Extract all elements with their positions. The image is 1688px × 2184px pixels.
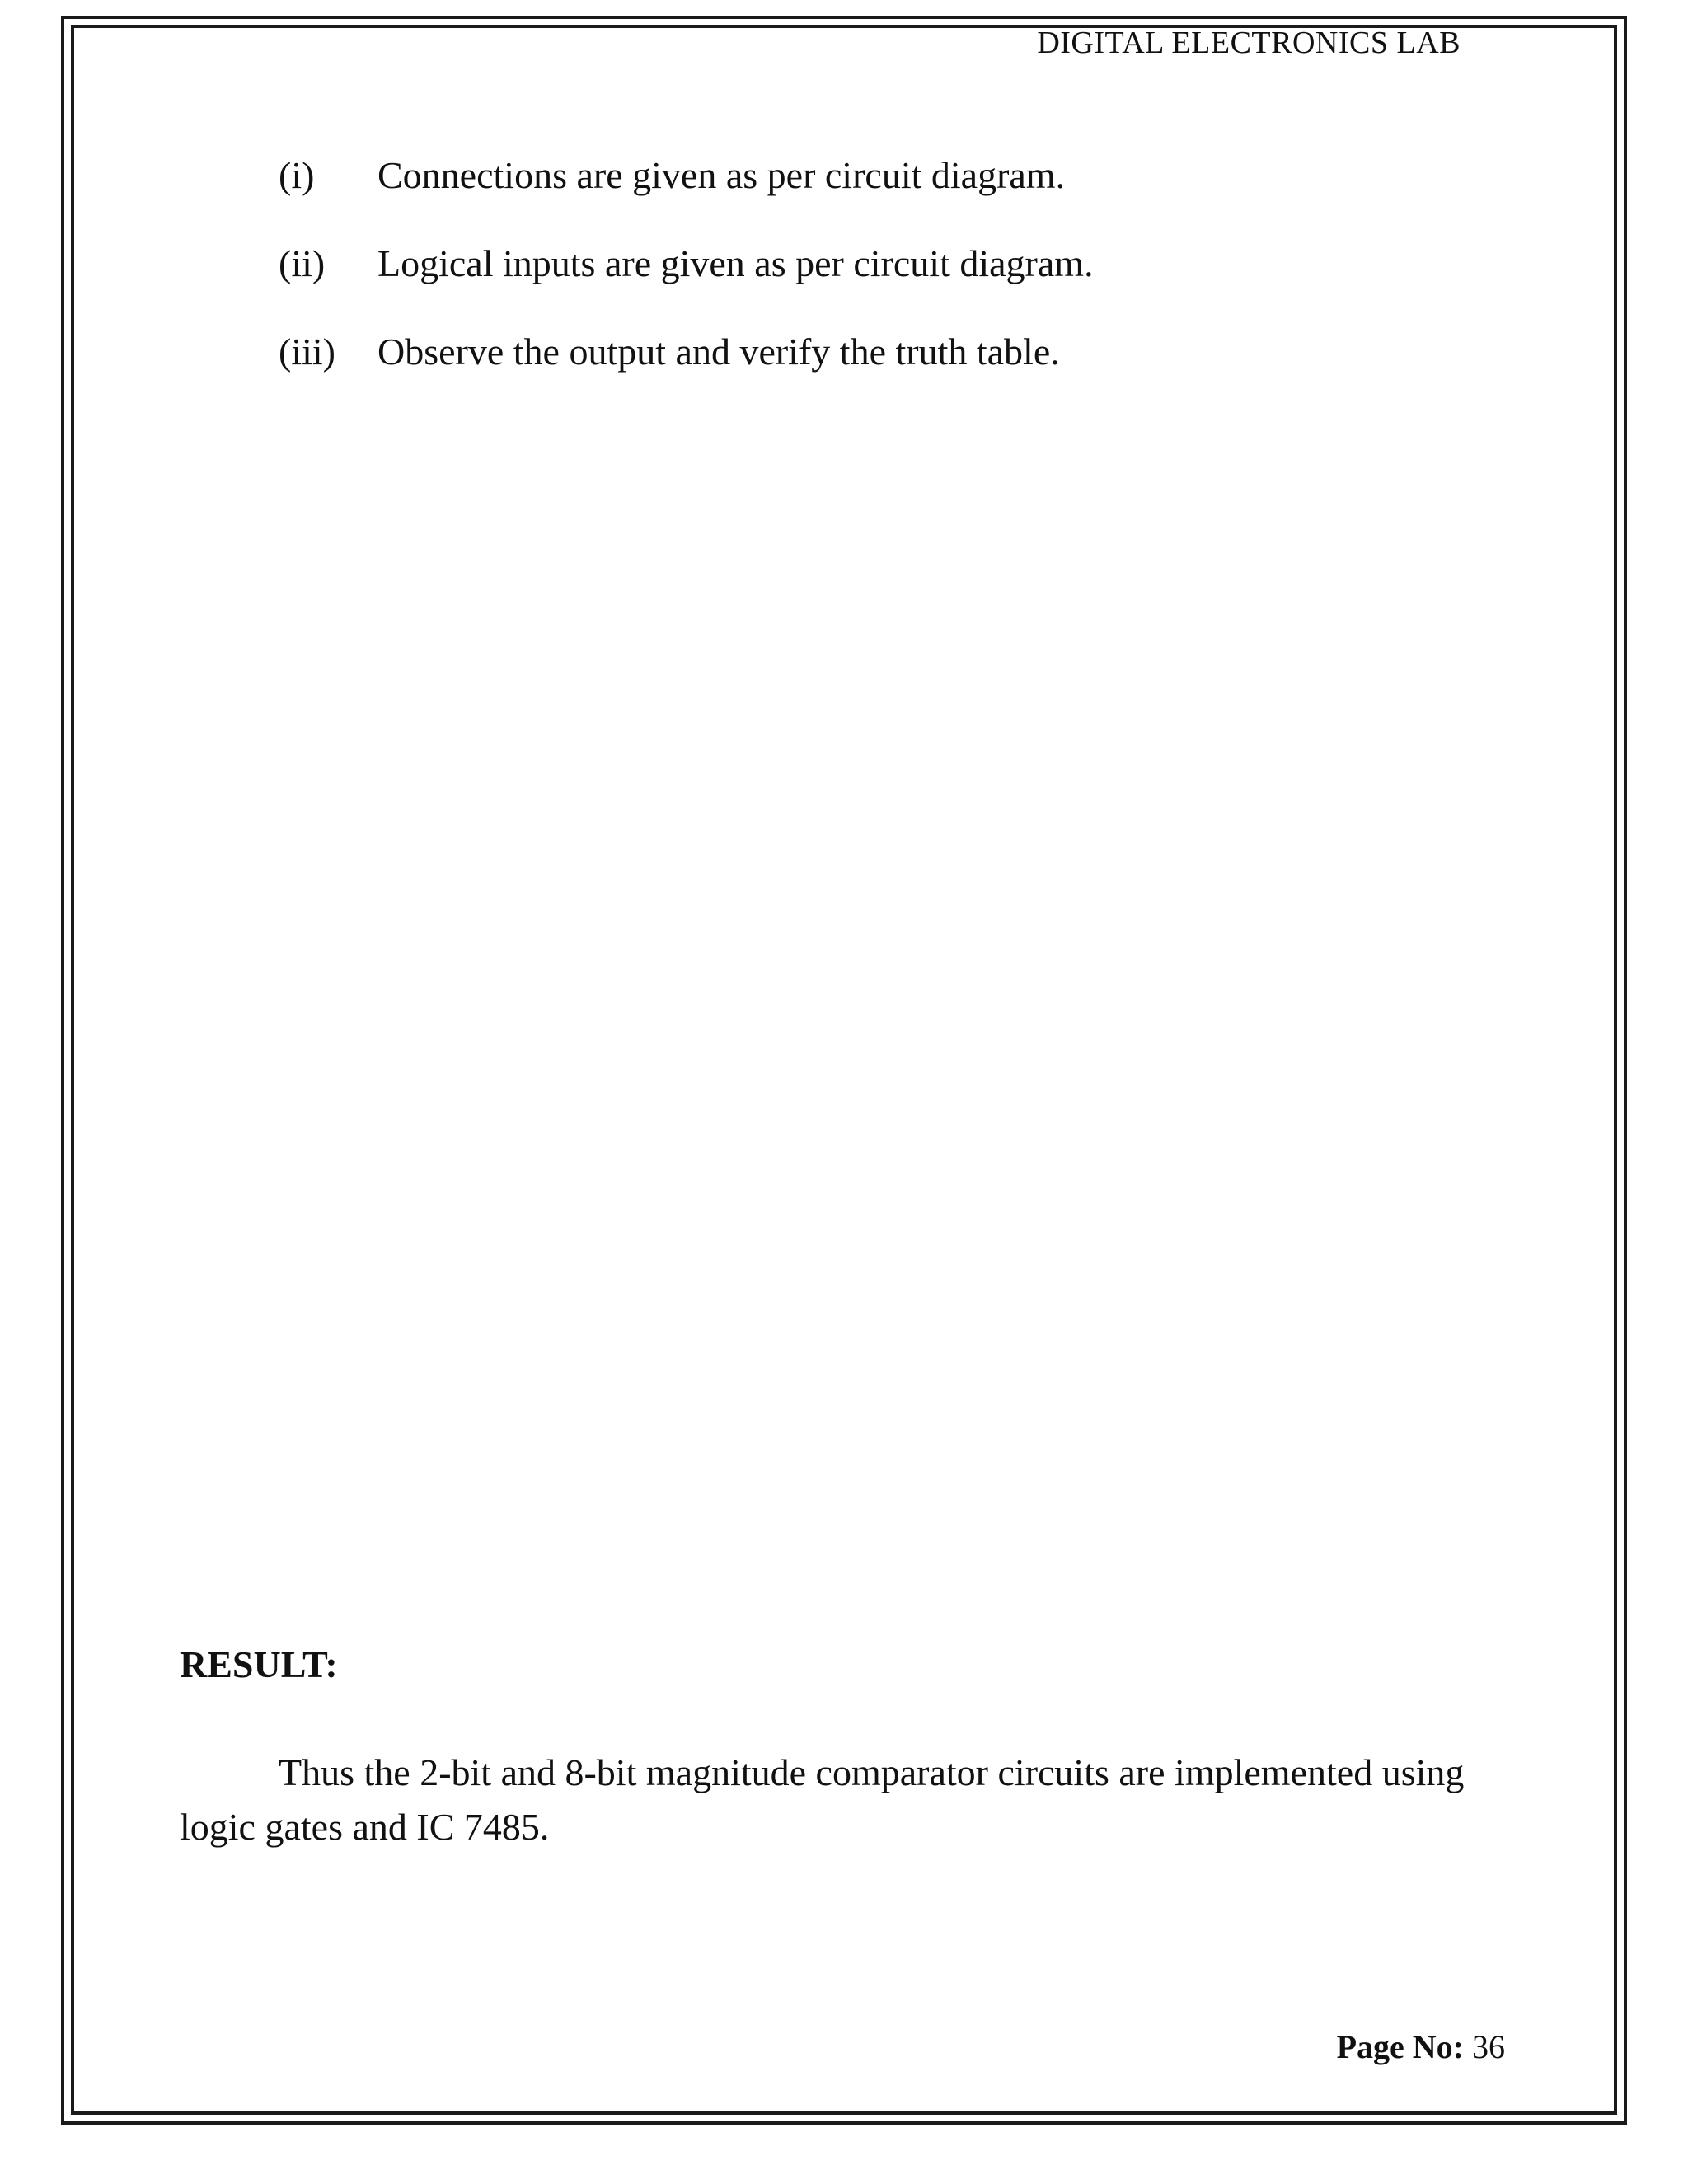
step-number: (iii)	[279, 330, 335, 373]
step-number: (ii)	[279, 242, 326, 284]
result-text: Thus the 2-bit and 8-bit magnitude comparator circuits are implemented using logic gates and IC 7485.	[180, 1751, 1465, 1848]
page-number-label: Page No:	[1336, 2028, 1464, 2065]
step-text: Connections are given as per circuit diagram.	[377, 154, 1066, 196]
step-text: Observe the output and verify the truth table.	[377, 330, 1060, 373]
procedure-steps	[279, 153, 1094, 418]
page-number-value: 36	[1472, 2028, 1505, 2065]
page-number	[1337, 2027, 1505, 2066]
step-text: Logical inputs are given as per circuit diagram.	[377, 242, 1094, 284]
result-heading: RESULT:	[180, 1643, 338, 1685]
running-header: DIGITAL ELECTRONICS LAB	[1037, 26, 1461, 60]
procedure-step	[279, 153, 1094, 241]
step-number: (i)	[279, 154, 315, 196]
procedure-step	[279, 330, 1094, 418]
procedure-step	[279, 241, 1094, 330]
